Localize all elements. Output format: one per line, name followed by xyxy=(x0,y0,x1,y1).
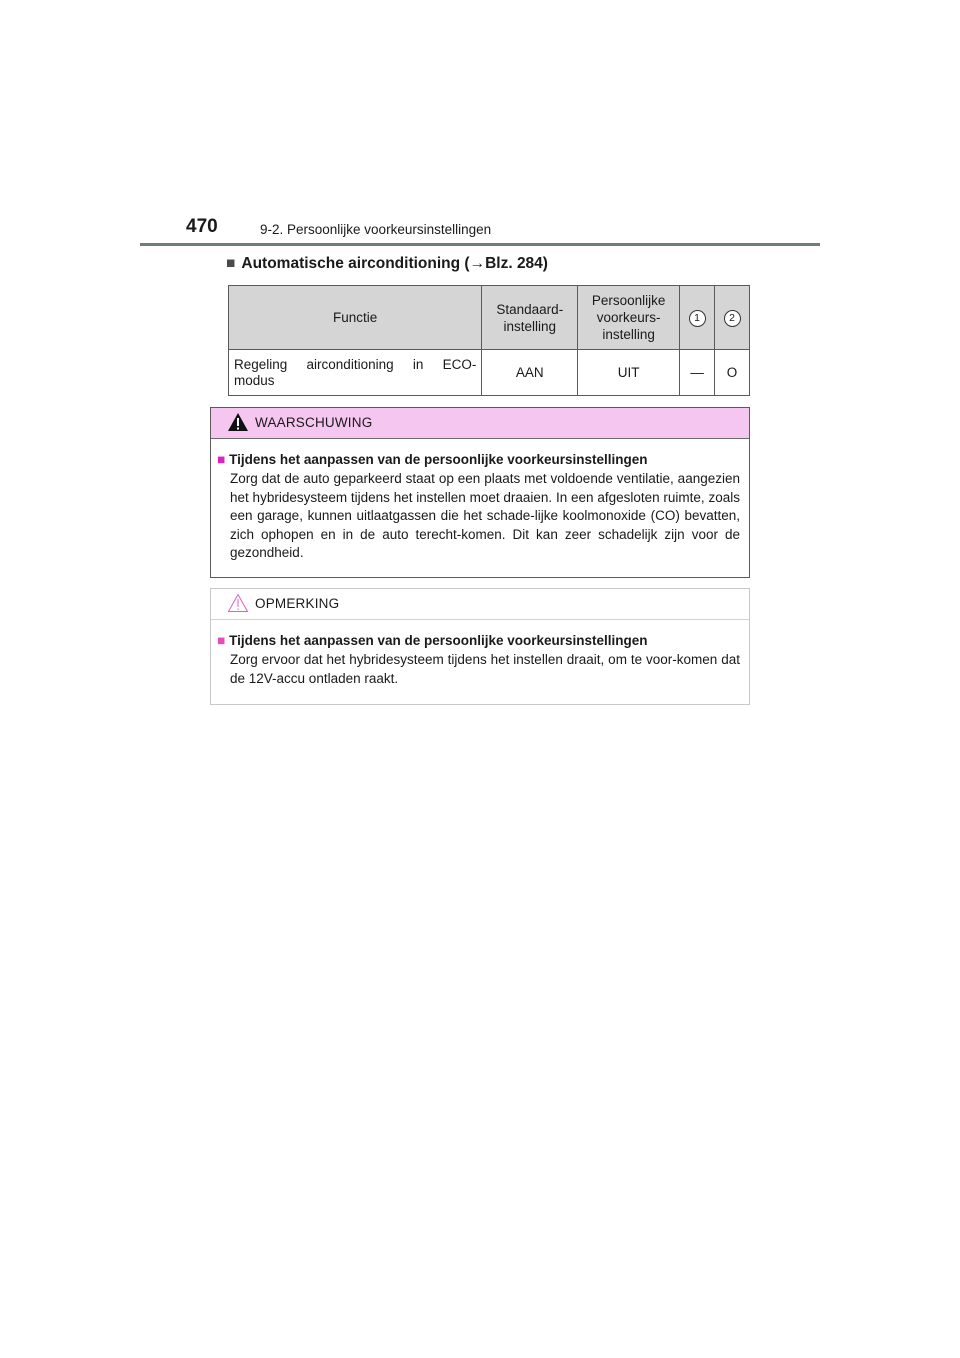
chapter-title: 9-2. Persoonlijke voorkeursinstellingen xyxy=(260,222,492,237)
page-reference[interactable]: Blz. 284) xyxy=(485,255,548,272)
section-heading xyxy=(226,255,548,273)
caution-item-title-text: Tijdens het aanpassen van de persoonlijke voorkeursinstellingen xyxy=(229,633,648,648)
warning-item-title-text: Tijdens het aanpassen van de persoonlijke voorkeursinstellingen xyxy=(229,452,648,467)
warning-item-title xyxy=(217,451,740,469)
warning-label: WAARSCHUWING xyxy=(255,415,373,430)
header-personal-line: instelling xyxy=(602,327,655,342)
header-method-2 xyxy=(715,286,750,350)
bullet-square-icon: ■ xyxy=(217,633,226,648)
header-personal xyxy=(578,286,680,350)
warning-box xyxy=(210,407,750,578)
circled-2-icon: 2 xyxy=(724,310,741,327)
header-function: Functie xyxy=(229,286,482,350)
header-rule xyxy=(140,243,820,246)
warning-triangle-filled-icon xyxy=(227,412,249,435)
warning-header xyxy=(211,408,749,439)
header-method-1 xyxy=(680,286,715,350)
cell-function-line: Regeling airconditioning in ECO- xyxy=(234,356,477,372)
header-default-line: Standaard- xyxy=(496,301,564,317)
caution-body xyxy=(211,620,749,688)
page-number: 470 xyxy=(186,216,218,237)
header-default-line: instelling xyxy=(503,318,557,334)
section-square-icon: ■ xyxy=(226,255,236,272)
caution-header xyxy=(211,589,749,620)
caution-item-text: Zorg ervoor dat het hybridesysteem tijdens het instellen draait, om te voor-komen dat de 12V-accu ontladen raakt. xyxy=(230,652,740,686)
settings-table xyxy=(228,285,750,396)
caution-item-title xyxy=(217,632,740,650)
table-row xyxy=(229,350,750,396)
header-personal-line: Persoonlijke xyxy=(591,293,666,308)
cell-default: AAN xyxy=(482,350,578,396)
cell-function-line: modus xyxy=(234,372,275,388)
cell-function xyxy=(229,350,482,396)
warning-body xyxy=(211,439,749,563)
table-header-row xyxy=(229,286,750,350)
bullet-square-icon: ■ xyxy=(217,452,226,467)
caution-label: OPMERKING xyxy=(255,596,340,611)
section-title: Automatische airconditioning ( xyxy=(241,255,470,272)
warning-item-text: Zorg dat de auto geparkeerd staat op een plaats met voldoende ventilatie, aangezien het hybridesysteem tijdens het instellen moet draaien. In een afgesloten ruimte, zoals een garage, kunnen uitlaatgassen die het schade-lijke koolmonoxide (CO) bevatten, zich ophopen en in de auto terecht-komen. Dit kan zeer schadelijk zijn voor de gezondheid. xyxy=(230,471,740,560)
cell-personal: UIT xyxy=(578,350,680,396)
cell-method-2: O xyxy=(715,350,750,396)
circled-1-icon: 1 xyxy=(689,310,706,327)
header-default xyxy=(482,286,578,350)
arrow-icon: → xyxy=(469,255,486,272)
header-personal-line: voorkeurs- xyxy=(596,310,661,325)
warning-triangle-outline-icon xyxy=(227,593,249,616)
cell-method-1: — xyxy=(680,350,715,396)
caution-box xyxy=(210,588,750,705)
